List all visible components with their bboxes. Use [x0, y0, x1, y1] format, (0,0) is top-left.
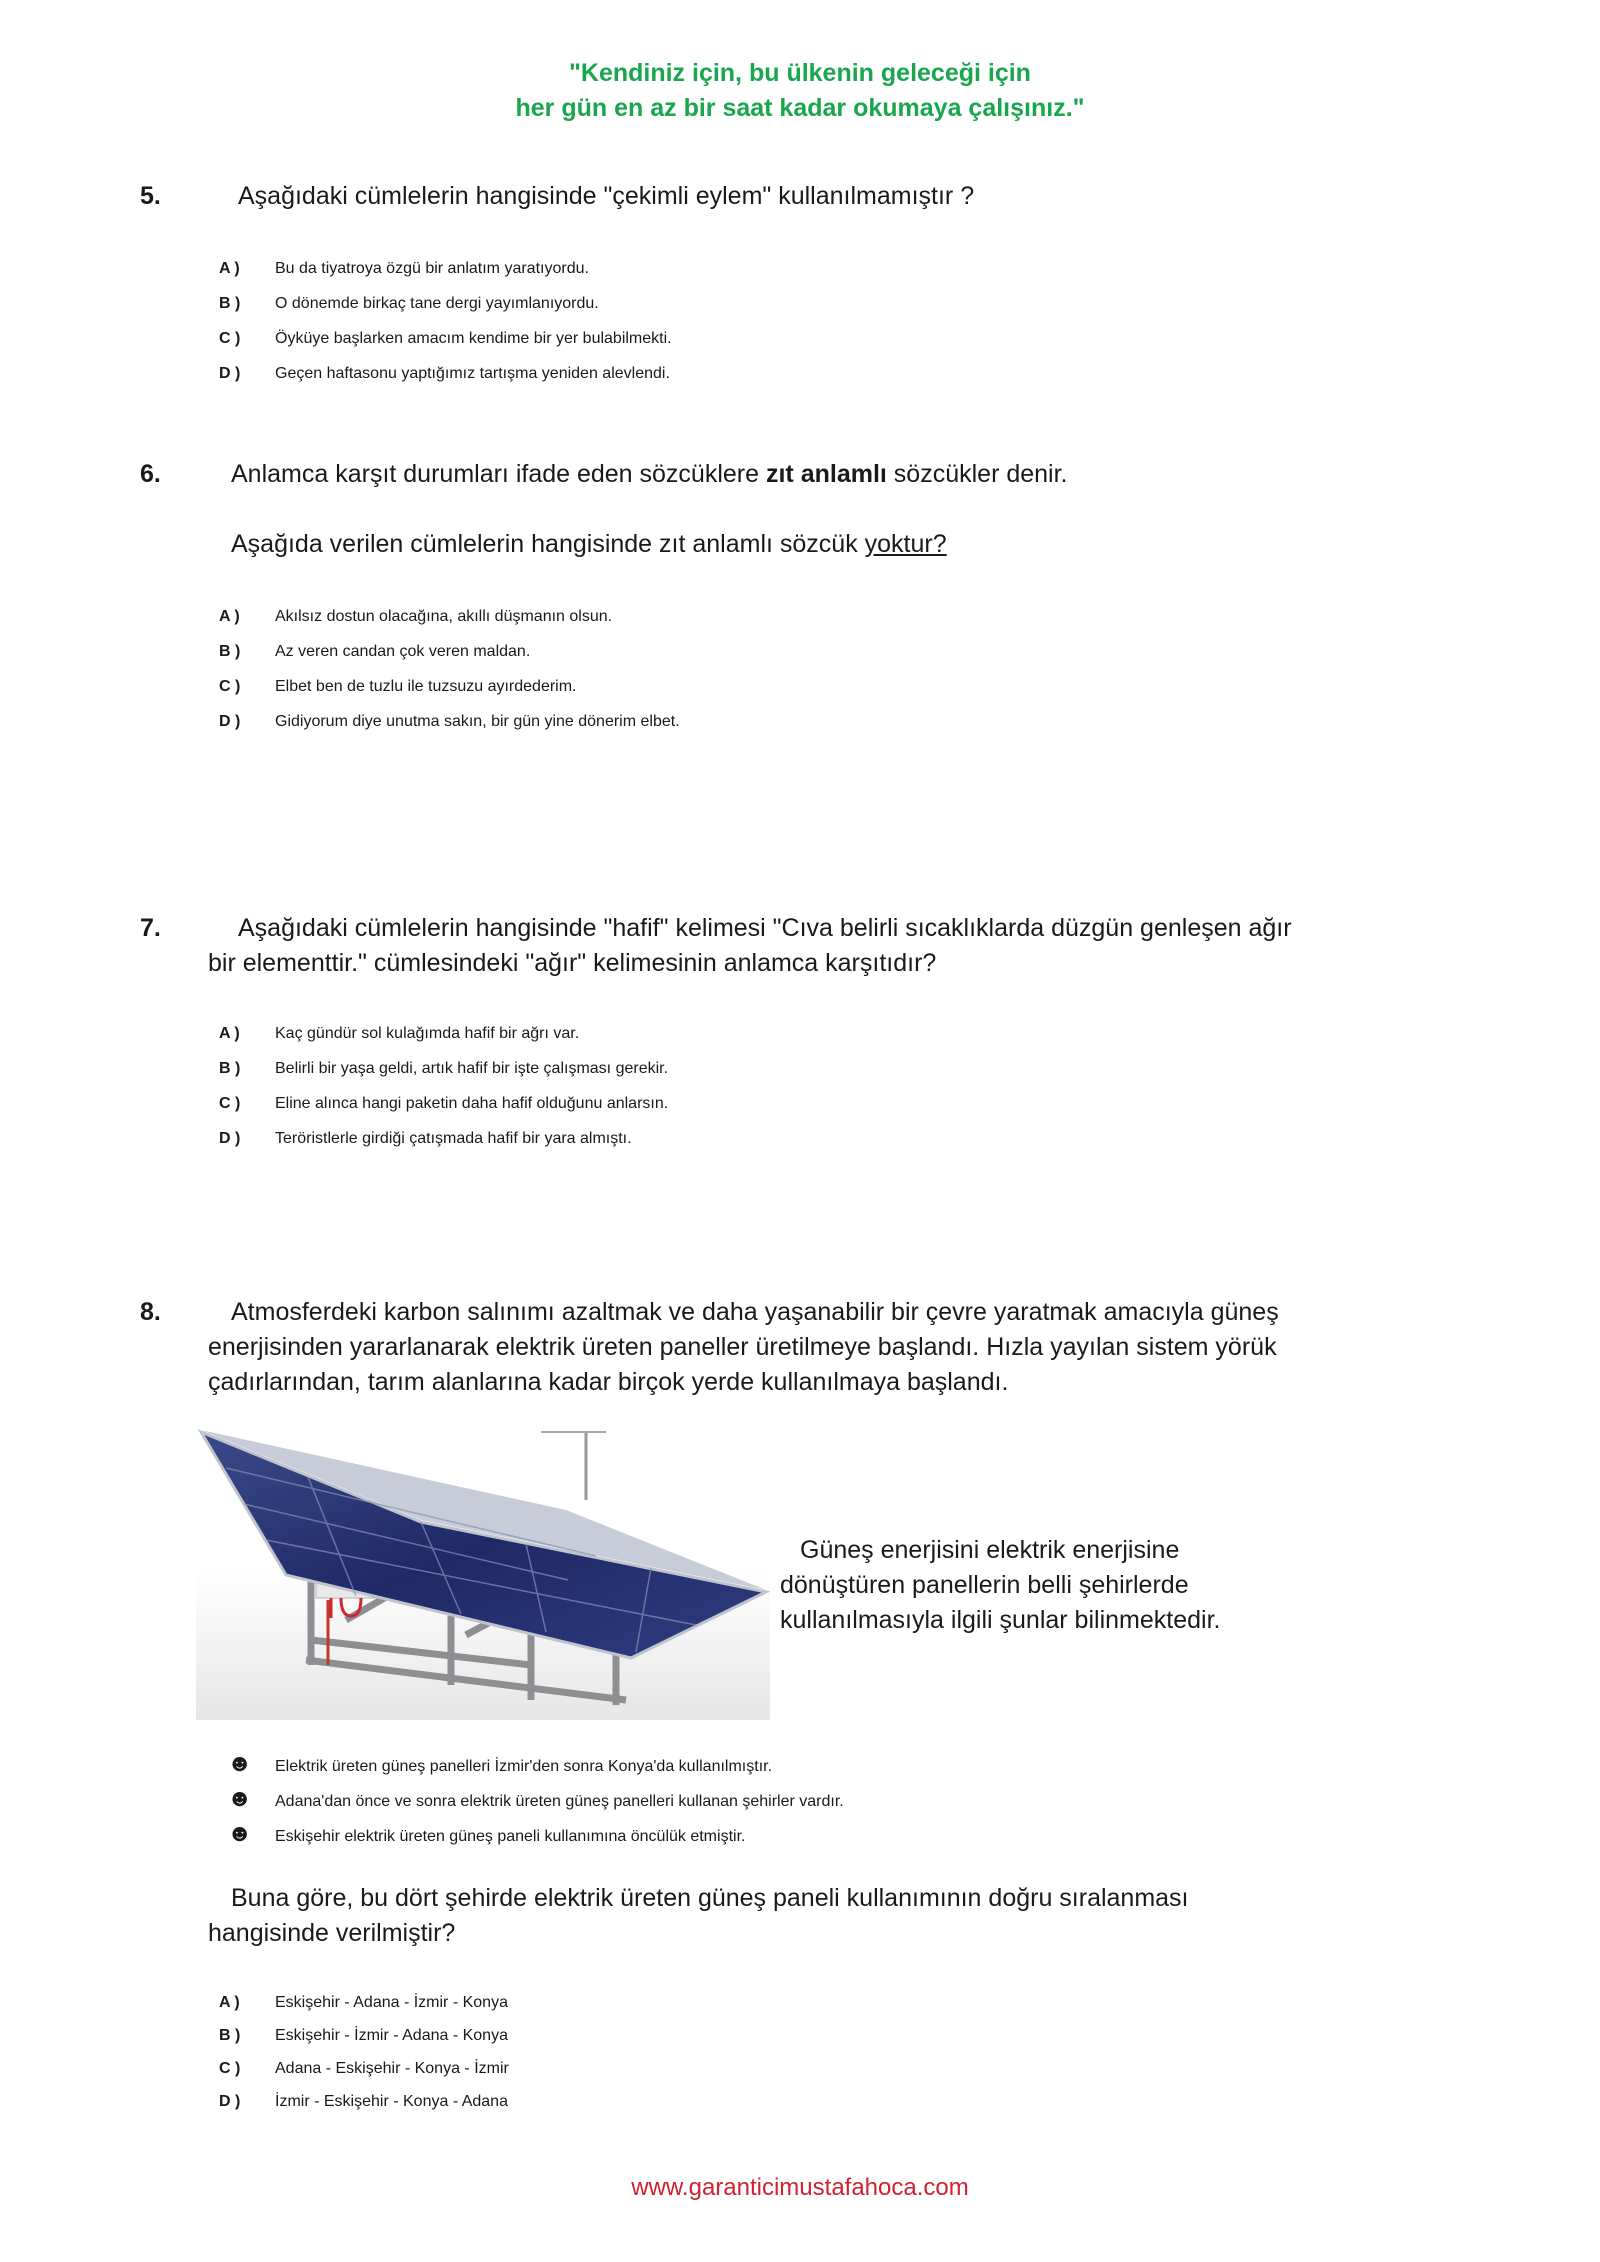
- option-letter: B ): [219, 643, 241, 660]
- option-text: Eline alınca hangi paketin daha hafif olduğunu anlarsın.: [275, 1095, 669, 1112]
- question-stem-line-3: çadırlarından, tarım alanlarına kadar birçok yerde kullanılmaya başlandı.: [208, 1368, 1009, 1396]
- question-number: 8.: [140, 1298, 161, 1326]
- option-text: Eskişehir - Adana - İzmir - Konya: [275, 1994, 508, 2011]
- option-b[interactable]: [219, 634, 530, 669]
- option-text: Eskişehir - İzmir - Adana - Konya: [275, 2027, 508, 2044]
- fact-item: [219, 1781, 844, 1816]
- option-text: Adana - Eskişehir - Konya - İzmir: [275, 2060, 509, 2077]
- option-b[interactable]: [219, 1051, 668, 1086]
- fact-item: [219, 1816, 745, 1851]
- option-a[interactable]: [219, 1016, 579, 1051]
- option-text: Az veren candan çok veren maldan.: [275, 643, 531, 660]
- motto-line-1: "Kendiniz için, bu ülkenin geleceği için: [569, 59, 1031, 87]
- option-d[interactable]: [219, 704, 680, 739]
- option-c[interactable]: [219, 1086, 668, 1121]
- option-c[interactable]: [219, 2051, 509, 2086]
- option-text: Geçen haftasonu yaptığımız tartışma yeniden alevlendi.: [275, 365, 670, 382]
- stem-text: Anlamca karşıt durumları ifade eden sözcüklere: [231, 460, 766, 488]
- option-letter: C ): [219, 330, 241, 347]
- option-letter: A ): [219, 260, 240, 277]
- option-text: Belirli bir yaşa geldi, artık hafif bir işte çalışması gerekir.: [275, 1060, 669, 1077]
- option-text: Kaç gündür sol kulağımda hafif bir ağrı var.: [275, 1025, 580, 1042]
- option-a[interactable]: [219, 251, 589, 286]
- option-text: Elbet ben de tuzlu ile tuzsuzu ayırdederim.: [275, 678, 577, 695]
- option-letter: B ): [219, 2027, 241, 2044]
- question-stem-line-1: Aşağıdaki cümlelerin hangisinde "hafif" kelimesi "Cıva belirli sıcaklıklarda düzgün genleşen ağır: [238, 914, 1292, 942]
- option-letter: D ): [219, 2093, 241, 2110]
- solar-panel-image: [196, 1420, 770, 1720]
- option-letter: C ): [219, 678, 241, 695]
- option-letter: C ): [219, 2060, 241, 2077]
- smiley-bullet-icon: ☻: [227, 1750, 253, 1777]
- option-letter: A ): [219, 1025, 240, 1042]
- option-letter: A ): [219, 608, 240, 625]
- motto-header: [0, 56, 1600, 126]
- option-letter: B ): [219, 295, 241, 312]
- option-c[interactable]: [219, 669, 577, 704]
- option-text: Gidiyorum diye unutma sakın, bir gün yine dönerim elbet.: [275, 713, 680, 730]
- motto-line-2: her gün en az bir saat kadar okumaya çalışınız.": [515, 94, 1085, 122]
- option-letter: A ): [219, 1994, 240, 2011]
- question-number: 6.: [140, 460, 161, 488]
- prompt-underlined: yoktur?: [864, 530, 947, 558]
- prompt-line-2: hangisinde verilmiştir?: [208, 1919, 456, 1947]
- option-text: Bu da tiyatroya özgü bir anlatım yaratıyordu.: [275, 260, 589, 277]
- option-letter: D ): [219, 1130, 241, 1147]
- question-stem-line-2: enerjisinden yararlanarak elektrik üreten paneller üretilmeye başlandı. Hızla yayılan sistem yörük: [208, 1333, 1277, 1361]
- question-stem-line-1: Atmosferdeki karbon salınımı azaltmak ve daha yaşanabilir bir çevre yaratmak amacıyla güneş: [231, 1298, 1279, 1326]
- option-text: Öyküye başlarken amacım kendime bir yer bulabilmekti.: [275, 330, 672, 347]
- fact-item: [219, 1746, 772, 1781]
- question-stem: Aşağıdaki cümlelerin hangisinde "çekimli eylem" kullanılmamıştır ?: [238, 182, 975, 210]
- option-text: Akılsız dostun olacağına, akıllı düşmanın olsun.: [275, 608, 613, 625]
- option-a[interactable]: [219, 599, 612, 634]
- side-text-line-1: Güneş enerjisini elektrik enerjisine: [800, 1536, 1180, 1564]
- option-c[interactable]: [219, 321, 672, 356]
- question-stem: [231, 460, 1068, 489]
- option-text: Teröristlerle girdiği çatışmada hafif bir yara almıştı.: [275, 1130, 632, 1147]
- question-stem-line-2: bir elementtir." cümlesindeki "ağır" kelimesinin anlamca karşıtıdır?: [208, 949, 937, 977]
- option-letter: D ): [219, 713, 241, 730]
- option-letter: D ): [219, 365, 241, 382]
- question-number: 5.: [140, 182, 161, 210]
- option-text: İzmir - Eskişehir - Konya - Adana: [275, 2093, 508, 2110]
- option-d[interactable]: [219, 1121, 632, 1156]
- question-number: 7.: [140, 914, 161, 942]
- prompt-line: [231, 530, 947, 559]
- option-d[interactable]: [219, 2084, 508, 2119]
- fact-text: Eskişehir elektrik üreten güneş paneli kullanımına öncülük etmiştir.: [275, 1828, 746, 1845]
- option-text: O dönemde birkaç tane dergi yayımlanıyordu.: [275, 295, 599, 312]
- stem-bold-term: zıt anlamlı: [765, 460, 887, 488]
- fact-text: Adana'dan önce ve sonra elektrik üreten güneş panelleri kullanan şehirler vardır.: [275, 1793, 844, 1810]
- smiley-bullet-icon: ☻: [227, 1820, 253, 1847]
- stem-text-end: sözcükler denir.: [886, 460, 1068, 488]
- option-letter: C ): [219, 1095, 241, 1112]
- option-b[interactable]: [219, 2018, 508, 2053]
- side-text-line-3: kullanılmasıyla ilgili şunlar bilinmektedir.: [780, 1606, 1221, 1634]
- fact-text: Elektrik üreten güneş panelleri İzmir'den sonra Konya'da kullanılmıştır.: [275, 1758, 773, 1775]
- prompt-line-1: Buna göre, bu dört şehirde elektrik üreten güneş paneli kullanımının doğru sıralanması: [231, 1884, 1189, 1912]
- option-d[interactable]: [219, 356, 670, 391]
- smiley-bullet-icon: ☻: [227, 1785, 253, 1812]
- prompt-text: Aşağıda verilen cümlelerin hangisinde zıt anlamlı sözcük: [231, 530, 865, 558]
- side-text-line-2: dönüştüren panellerin belli şehirlerde: [780, 1571, 1189, 1599]
- footer-website-link[interactable]: www.garanticimustafahoca.com: [631, 2174, 969, 2201]
- option-letter: B ): [219, 1060, 241, 1077]
- option-b[interactable]: [219, 286, 599, 321]
- option-a[interactable]: [219, 1985, 508, 2020]
